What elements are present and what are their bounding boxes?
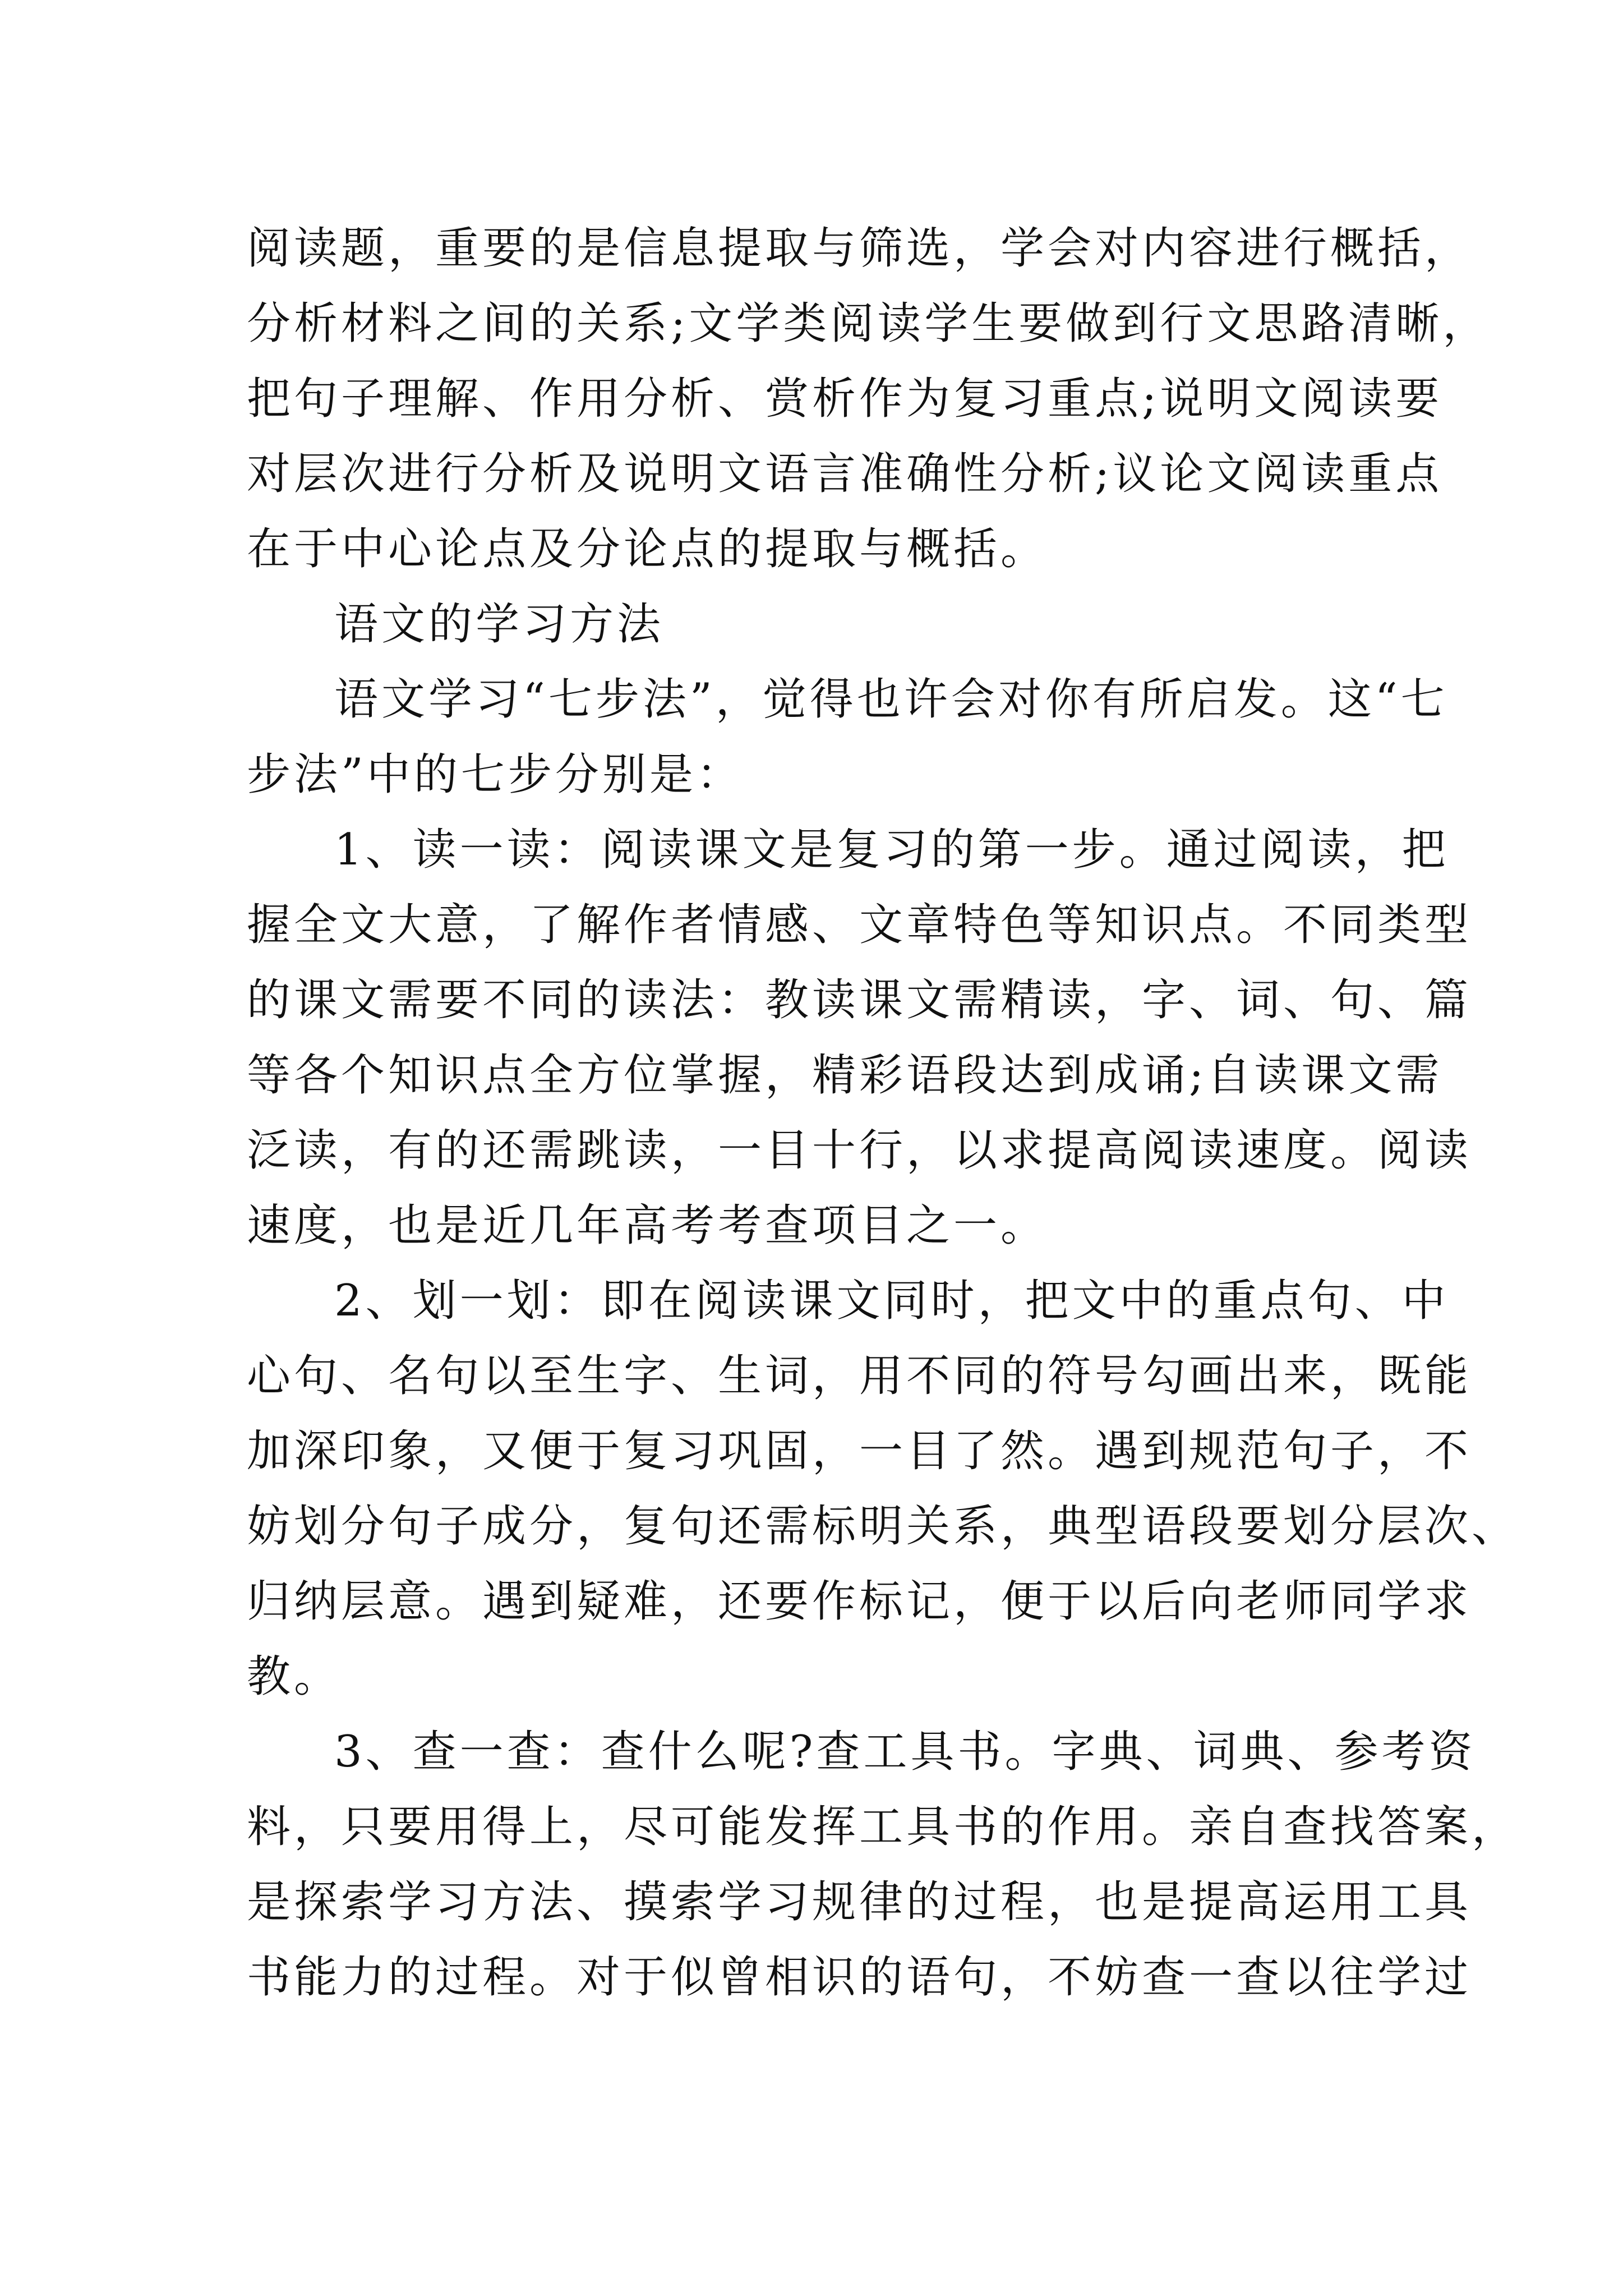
- paragraph-line: 泛读，有的还需跳读，一目十行，以求提高阅读速度。阅读: [247, 1125, 1472, 1176]
- paragraph-line: 书能力的过程。对于似曾相识的语句，不妨查一查以往学过: [247, 1952, 1472, 2003]
- paragraph-line: 1、读一读：阅读课文是复习的第一步。通过阅读，把: [334, 825, 1449, 875]
- paragraph-line: 2、划一划：即在阅读课文同时，把文中的重点句、中: [334, 1276, 1449, 1326]
- paragraph-line: 是探索学习方法、摸索学习规律的过程，也是提高运用工具: [247, 1877, 1472, 1927]
- paragraph-line: 料，只要用得上，尽可能发挥工具书的作用。亲自查找答案，: [247, 1802, 1519, 1852]
- paragraph-line: 3、查一查：查什么呢?查工具书。字典、词典、参考资: [334, 1727, 1476, 1777]
- paragraph-line: 阅读题，重要的是信息提取与筛选，学会对内容进行概括，: [247, 223, 1472, 274]
- paragraph-line: 步法”中的七步分别是：: [247, 749, 744, 800]
- paragraph-line: 等各个知识点全方位掌握，精彩语段达到成诵;自读课文需: [247, 1050, 1443, 1101]
- paragraph-line: 归纳层意。遇到疑难，还要作标记，便于以后向老师同学求: [247, 1576, 1472, 1627]
- paragraph-line: 语文学习“七步法”，觉得也许会对你有所启发。这“七: [334, 674, 1448, 725]
- section-heading: 语文的学习方法: [334, 599, 665, 650]
- paragraph-line: 把句子理解、作用分析、赏析作为复习重点;说明文阅读要: [247, 374, 1443, 424]
- paragraph-line: 对层次进行分析及说明文语言准确性分析;议论文阅读重点: [247, 449, 1443, 499]
- paragraph-line: 的课文需要不同的读法：教读课文需精读，字、词、句、篇: [247, 975, 1472, 1025]
- paragraph-line: 分析材料之间的关系;文学类阅读学生要做到行文思路清晰，: [247, 298, 1490, 349]
- paragraph-line: 握全文大意，了解作者情感、文章特色等知识点。不同类型: [247, 900, 1472, 950]
- paragraph-line: 加深印象，又便于复习巩固，一目了然。遇到规范句子，不: [247, 1426, 1472, 1476]
- paragraph-line: 在于中心论点及分论点的提取与概括。: [247, 524, 1048, 574]
- paragraph-line: 教。: [247, 1651, 342, 1702]
- paragraph-line: 妨划分句子成分，复句还需标明关系，典型语段要划分层次、: [247, 1501, 1519, 1552]
- paragraph-line: 速度，也是近几年高考考查项目之一。: [247, 1200, 1048, 1251]
- paragraph-line: 心句、名句以至生字、生词，用不同的符号勾画出来，既能: [247, 1351, 1472, 1401]
